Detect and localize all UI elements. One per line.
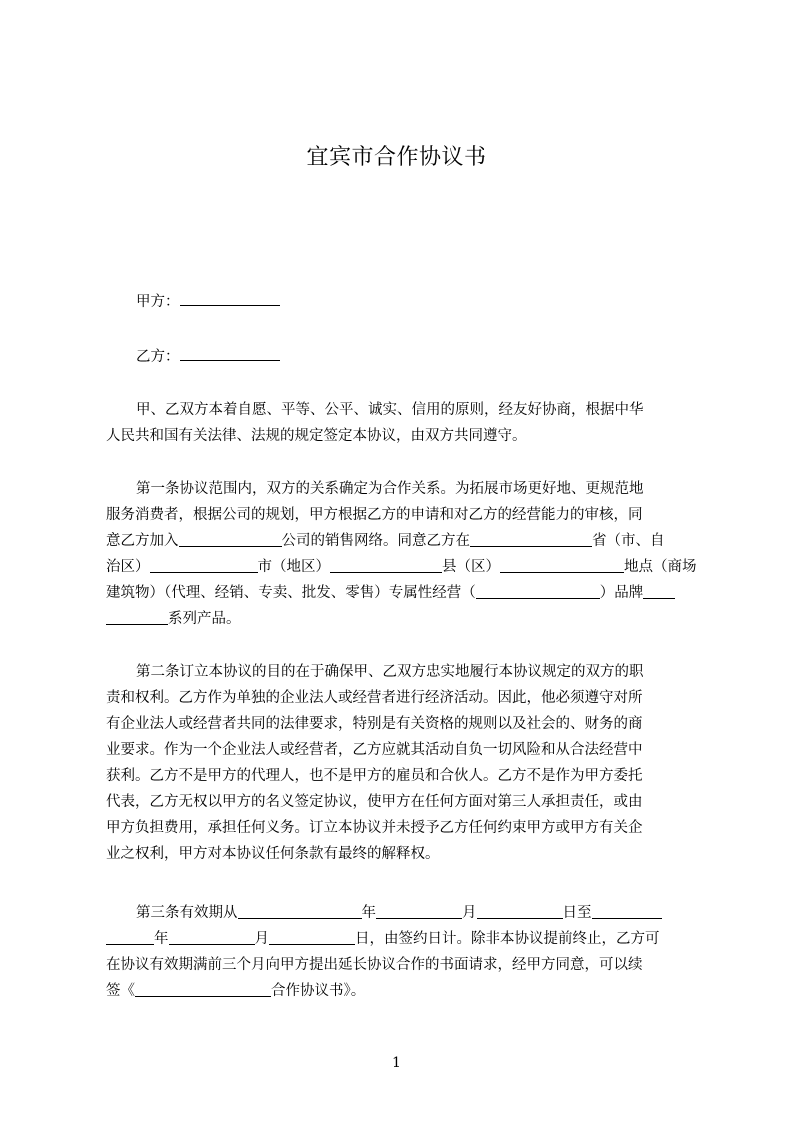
- article-3-text: 日至: [562, 905, 592, 921]
- article-3-text: 日，由签约日计。除非本协议提前终止，乙方可: [355, 931, 660, 947]
- article-1-text: 地点（商场: [624, 559, 697, 575]
- article-3-text: 年: [154, 931, 169, 947]
- party-b-line: [136, 345, 280, 367]
- article-3-text: 合作协议书》。: [271, 983, 366, 999]
- article-1-paragraph: [106, 476, 700, 632]
- article-2-line: 有企业法人或经营者共同的法律要求，特别是有关资格的规则以及社会的、财务的商: [106, 716, 643, 732]
- article-2-line: 业要求。作为一个企业法人或经营者，乙方应就其活动自负一切风险和从合法经营中: [106, 742, 643, 758]
- article-2-line: 责和权利。乙方作为单独的企业法人或经营者进行经济活动。因此，他必须遵守对所: [106, 690, 643, 706]
- article-1-text: ）品牌: [599, 585, 644, 601]
- article-3-text: 年: [361, 905, 376, 921]
- intro-paragraph: [106, 397, 700, 449]
- agreement-name-blank[interactable]: [135, 980, 271, 997]
- county-blank[interactable]: [330, 556, 442, 573]
- intro-line: 人民共和国有关法律、法规的规定签定本协议，由双方共同遵守。: [106, 428, 527, 444]
- location-blank[interactable]: [500, 556, 624, 573]
- article-3-line: [106, 900, 700, 926]
- article-2-line: 获利。乙方不是甲方的代理人，也不是甲方的雇员和合伙人。乙方不是作为甲方委托: [106, 768, 643, 784]
- city-blank[interactable]: [150, 556, 258, 573]
- article-2-line: 甲方负担费用，承担任何义务。订立本协议并未授予乙方任何约束甲方或甲方有关企: [106, 820, 643, 836]
- article-1-line: 服务消费者，根据公司的规划，甲方根据乙方的申请和对乙方的经营能力的审核，同: [106, 507, 643, 523]
- brand-blank-continued[interactable]: [106, 608, 168, 625]
- article-1-text: 省（市、自: [592, 533, 665, 549]
- end-day-blank[interactable]: [269, 928, 355, 945]
- article-1-line: [106, 528, 700, 554]
- article-1-text: 意乙方加入: [106, 533, 179, 549]
- business-type-blank[interactable]: [476, 582, 600, 599]
- company-blank[interactable]: [179, 530, 282, 547]
- article-3-line: [106, 926, 700, 952]
- article-3-text: 第三条有效期从: [136, 905, 238, 921]
- start-day-blank[interactable]: [477, 902, 563, 919]
- article-3-line: [106, 978, 700, 1004]
- end-year-blank[interactable]: [592, 902, 662, 919]
- article-2-paragraph: [106, 659, 700, 867]
- brand-blank[interactable]: [643, 582, 675, 599]
- start-year-blank[interactable]: [238, 902, 362, 919]
- page-number: 1: [392, 1055, 401, 1071]
- end-month-blank[interactable]: [169, 928, 255, 945]
- article-1-text: 县（区）: [442, 559, 500, 575]
- party-b-blank[interactable]: [180, 345, 280, 361]
- start-month-blank[interactable]: [376, 902, 462, 919]
- article-1-text: 系列产品。: [168, 611, 241, 627]
- article-2-line: 第二条订立本协议的目的在于确保甲、乙双方忠实地履行本协议规定的双方的职: [136, 664, 644, 680]
- party-b-label: 乙方：: [136, 349, 180, 365]
- party-a-line: [136, 290, 280, 312]
- article-1-text: 治区）: [106, 559, 150, 575]
- article-1-text: 公司的销售网络。同意乙方在: [281, 533, 470, 549]
- party-a-label: 甲方：: [136, 294, 180, 310]
- article-2-line: 代表，乙方无权以甲方的名义签定协议，使甲方在任何方面对第三人承担责任，或由: [106, 794, 643, 810]
- article-3-paragraph: [106, 900, 700, 1004]
- article-2-line: 业之权利，甲方对本协议任何条款有最终的解释权。: [106, 846, 440, 862]
- article-3-text: 签《: [106, 983, 135, 999]
- article-1-line: [106, 554, 700, 580]
- article-3-line: 在协议有效期满前三个月向甲方提出延长协议合作的书面请求，经甲方同意，可以续: [106, 957, 643, 973]
- party-a-blank[interactable]: [180, 290, 280, 306]
- article-1-text: 建筑物）（代理、经销、专卖、批发、零售）专属性经营（: [106, 585, 476, 601]
- article-3-text: 月: [462, 905, 477, 921]
- article-1-text: 市（地区）: [257, 559, 330, 575]
- intro-line: 甲、乙双方本着自愿、平等、公平、诚实、信用的原则，经友好协商，根据中华: [136, 402, 644, 418]
- document-title: 宜宾市合作协议书: [306, 145, 487, 170]
- article-3-text: 月: [254, 931, 269, 947]
- article-1-line: [106, 606, 700, 632]
- article-1-line: 第一条协议范围内，双方的关系确定为合作关系。为拓展市场更好地、更规范地: [136, 481, 644, 497]
- end-year-blank-continued[interactable]: [106, 928, 154, 945]
- article-1-line: [106, 580, 700, 606]
- province-blank[interactable]: [470, 530, 592, 547]
